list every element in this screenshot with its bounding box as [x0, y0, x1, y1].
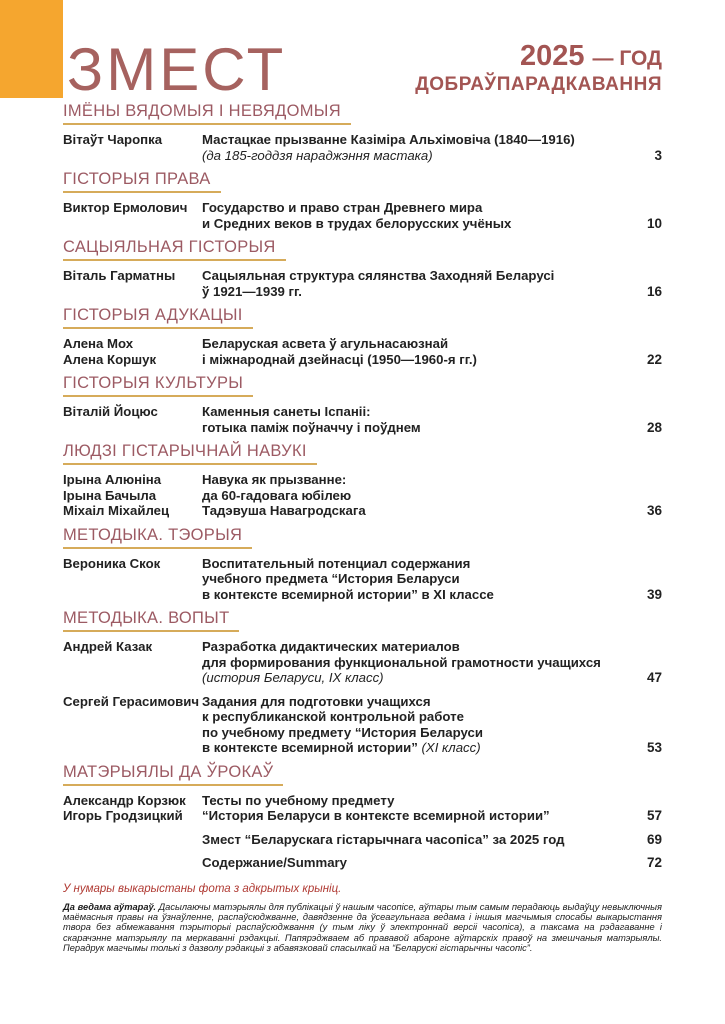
entry-title	[202, 404, 616, 435]
title-line	[202, 832, 616, 848]
footer-photo-note: У нумары выкарыстаны фота з адкрытых крыніц.	[63, 882, 342, 895]
title-line	[202, 472, 616, 488]
title-line	[202, 268, 616, 284]
entry-title	[202, 639, 616, 686]
title-line	[202, 556, 616, 572]
author-name: Віталій Йоцюс	[63, 404, 158, 419]
title-segment: (история Беларуси, IX класс)	[202, 670, 384, 685]
section-label-row	[63, 610, 662, 632]
toc-entry	[63, 132, 662, 163]
title-segment: Сацыяльная структура сялянства Заходняй Беларусі	[202, 268, 555, 283]
toc	[0, 103, 725, 871]
author-name: Андрей Казак	[63, 639, 153, 654]
author-name: Сергей Герасимович	[63, 693, 199, 709]
entry-authors	[63, 639, 202, 686]
title-line	[202, 694, 616, 710]
entry-authors	[63, 132, 202, 163]
toc-section	[63, 443, 662, 519]
title-segment: в контексте всемирной истории”	[202, 740, 422, 755]
author-name: Віталь Гарматны	[63, 268, 176, 283]
entry-title	[202, 793, 616, 824]
author-name: Александр Корзюк	[63, 792, 186, 808]
title-segment: готыка паміж поўначчу і поўднем	[202, 419, 421, 435]
title-segment: по учебному предмету “История Беларуси	[202, 724, 483, 740]
entry-title	[202, 694, 616, 756]
title-line	[202, 352, 616, 368]
author-name: Ірына Алюніна	[63, 472, 162, 487]
title-line	[202, 670, 616, 686]
title-segment: к республиканской контрольной работе	[202, 709, 464, 724]
entry-page: 3	[654, 147, 662, 163]
entry-title	[202, 855, 616, 871]
year-suffix: — ГОД	[592, 47, 662, 70]
entry-authors	[63, 793, 202, 824]
title-segment: Тесты по учебному предмету	[202, 792, 395, 808]
year-theme: ДОБРАЎПАРАДКАВАННЯ	[415, 74, 662, 95]
authors-notice-body: Дасылаючы матэрыялы для публікацыі ў нашым часопісе, аўтары тым самым перадаюць выдаўцу невыключныя маёмасныя правы на ўзнаўленне, распаўсюджванне, давядзенне да ўсеагульнага ведама і іншыя магчымыя спосабы выкарыстання твора без абмежавання тэрыторыі распаўсюджвання (у тым ліку ў электроннай версіі часопіса), а таксама на рэдагаванне і скарачэнне матэрыялу па меркаванні рэдакцыі. Папярэджваем аб прававой абароне аўтарскіх правоў на змешчаныя матэрыялы. Перадрук магчымы толькі з дазволу рэдакцыі з абавязковай спасылкай на “Беларускі гістарычны часопіс”.	[63, 901, 662, 954]
title-line	[202, 571, 616, 587]
author-name: Міхаіл Міхайлец	[63, 503, 170, 518]
section-label: ГІСТОРЫЯ АДУКАЦЫІ	[63, 307, 253, 329]
title-segment: Беларуская асвета ў агульнасаюзнай	[202, 336, 449, 351]
section-label-row	[63, 239, 662, 261]
section-label: ГІСТОРЫЯ КУЛЬТУРЫ	[63, 375, 253, 397]
title-line	[202, 725, 616, 741]
entry-title	[202, 832, 616, 848]
toc-section	[63, 171, 662, 231]
entry-title	[202, 336, 616, 367]
year-box	[415, 42, 662, 98]
entry-page: 57	[646, 808, 662, 823]
title-line	[202, 855, 616, 871]
title-segment: Тадэвуша Навагродскага	[202, 503, 366, 518]
entry-page: 69	[646, 831, 662, 847]
title-line	[202, 740, 616, 756]
title-segment: Государство и право стран Древнего мира	[202, 200, 483, 215]
entry-authors	[63, 472, 202, 519]
toc-section	[63, 527, 662, 603]
title-line	[202, 639, 616, 655]
toc-section	[63, 239, 662, 299]
title-segment: (XI класс)	[421, 740, 481, 755]
title-segment: Воспитательный потенциал содержания	[202, 555, 471, 571]
author-name: Алена Мох	[63, 336, 134, 351]
entry-authors	[63, 336, 202, 367]
author-name: Вітаўт Чаропка	[63, 132, 163, 147]
section-label: МАТЭРЫЯЛЫ ДА ЎРОКАЎ	[63, 764, 283, 786]
title-line	[202, 793, 616, 809]
entry-page: 16	[646, 283, 662, 299]
corner-accent-block	[0, 0, 63, 98]
toc-entry	[63, 694, 662, 756]
title-line	[202, 488, 616, 504]
toc-entry	[63, 200, 662, 231]
entry-authors	[63, 404, 202, 435]
toc-section	[63, 307, 662, 367]
entry-title	[202, 268, 616, 299]
title-segment: в контексте всемирной истории” в XI классе	[202, 586, 494, 602]
year-number: 2025	[519, 40, 585, 72]
title-segment: Змест “Беларускага гістарычнага часопіса” за 2025 год	[202, 831, 565, 847]
title-segment: Мастацкае прызванне Казіміра Альхімовіча (1840—1916)	[202, 132, 575, 147]
title-segment: (да 185-годдзя нараджэння мастака)	[202, 147, 433, 163]
title-line	[202, 404, 616, 420]
title-segment: Разработка дидактических материалов	[202, 639, 460, 654]
title-segment: “История Беларуси в контексте всемирной истории”	[202, 808, 550, 823]
title-segment: Задания для подготовки учащихся	[202, 693, 431, 709]
title-line	[202, 216, 616, 232]
authors-notice-lead: Да ведама аўтараў.	[63, 901, 156, 912]
title-line	[202, 200, 616, 216]
toc-entry	[63, 639, 662, 686]
section-label: ЛЮДЗІ ГІСТАРЫЧНАЙ НАВУКІ	[63, 443, 317, 465]
author-name: Алена Коршук	[63, 351, 157, 367]
entry-title	[202, 200, 616, 231]
toc-entry	[63, 855, 662, 871]
author-name: Ірына Бачыла	[63, 487, 157, 503]
section-label: ГІСТОРЫЯ ПРАВА	[63, 171, 221, 193]
entry-authors	[63, 855, 202, 871]
entry-page: 72	[646, 855, 662, 870]
section-label: ІМЁНЫ ВЯДОМЫЯ І НЕВЯДОМЫЯ	[63, 103, 351, 125]
title-line	[202, 284, 616, 300]
section-label-row	[63, 527, 662, 549]
entry-authors	[63, 200, 202, 231]
toc-section	[63, 375, 662, 435]
title-segment: да 60-гадовага юбілею	[202, 487, 352, 503]
page-title: ЗМЕСТ	[67, 36, 287, 103]
title-line	[202, 587, 616, 603]
title-line	[202, 808, 616, 824]
toc-entry	[63, 404, 662, 435]
title-line	[202, 148, 616, 164]
footer	[0, 871, 725, 954]
section-label-row	[63, 443, 662, 465]
entry-authors	[63, 556, 202, 603]
author-name: Виктор Ермолович	[63, 200, 188, 215]
section-label-row	[63, 307, 662, 329]
title-line	[202, 503, 616, 519]
title-line	[202, 132, 616, 148]
section-label: МЕТОДЫКА. ТЭОРЫЯ	[63, 527, 252, 549]
title-line	[202, 420, 616, 436]
entry-title	[202, 556, 616, 603]
entry-authors	[63, 268, 202, 299]
entry-page: 36	[646, 503, 662, 518]
title-line	[202, 336, 616, 352]
section-label: САЦЫЯЛЬНАЯ ГІСТОРЫЯ	[63, 239, 286, 261]
toc-entry	[63, 472, 662, 519]
toc-entry	[63, 832, 662, 848]
toc-entry	[63, 793, 662, 824]
title-segment: Каменныя санеты Іспаніі:	[202, 404, 371, 419]
title-segment: ў 1921—1939 гг.	[202, 283, 302, 299]
section-label-row	[63, 764, 662, 786]
title-line	[202, 655, 616, 671]
author-name: Игорь Гродзицкий	[63, 808, 183, 823]
title-segment: для формирования функциональной грамотности учащихся	[202, 654, 601, 670]
section-label-row	[63, 103, 662, 125]
title-line	[202, 709, 616, 725]
masthead	[0, 0, 725, 103]
entry-page: 47	[646, 670, 662, 685]
entry-page: 39	[646, 586, 662, 602]
title-segment: і міжнароднай дзейнасці (1950—1960-я гг.)	[202, 351, 477, 367]
toc-section	[63, 610, 662, 756]
toc-entry	[63, 268, 662, 299]
toc-section	[63, 103, 662, 163]
author-name: Вероника Скок	[63, 555, 161, 571]
title-segment: учебного предмета “История Беларуси	[202, 571, 460, 586]
toc-entry	[63, 556, 662, 603]
entry-page: 28	[646, 419, 662, 435]
section-label: МЕТОДЫКА. ВОПЫТ	[63, 610, 239, 632]
title-segment: и Средних веков в трудах белорусских учёных	[202, 215, 512, 231]
title-segment: Содержание/Summary	[202, 855, 348, 870]
entry-authors	[63, 694, 202, 756]
toc-section	[63, 764, 662, 871]
entry-authors	[63, 832, 202, 848]
toc-entry	[63, 336, 662, 367]
footer-authors-notice	[63, 902, 662, 954]
entry-page: 53	[646, 740, 662, 755]
entry-title	[202, 472, 616, 519]
section-label-row	[63, 171, 662, 193]
section-label-row	[63, 375, 662, 397]
entry-page: 10	[646, 215, 662, 231]
entry-page: 22	[646, 351, 662, 367]
entry-title	[202, 132, 616, 163]
title-segment: Навука як прызванне:	[202, 472, 347, 487]
year-line	[415, 42, 662, 73]
